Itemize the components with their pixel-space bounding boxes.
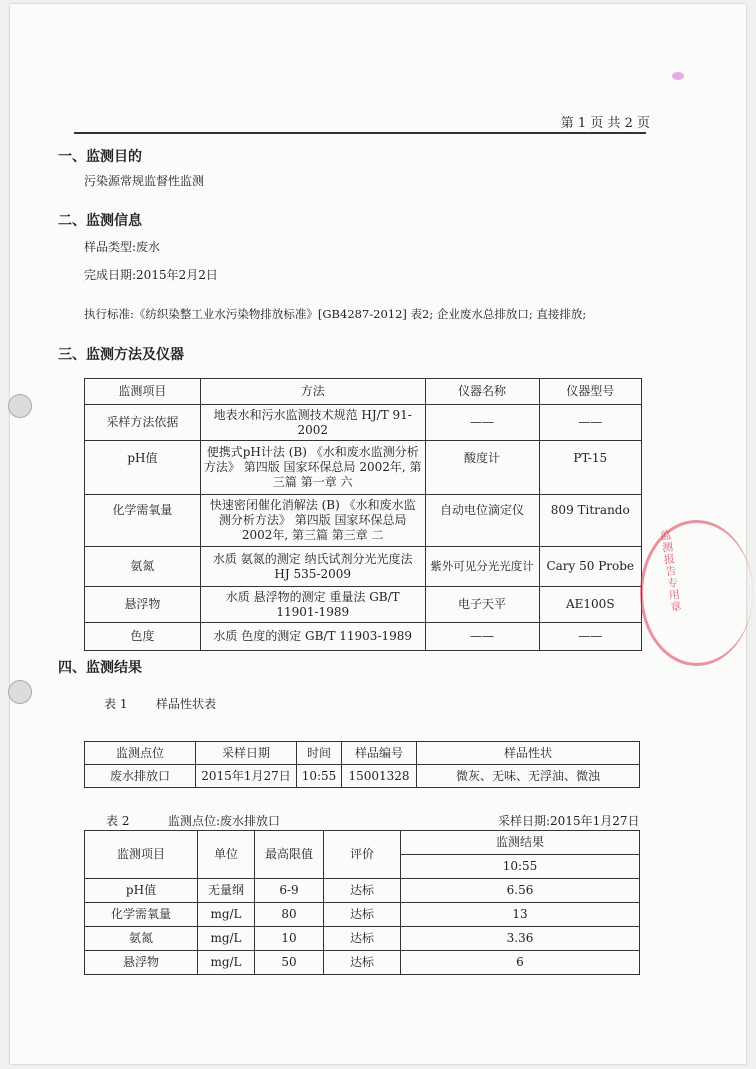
table-row [85,623,642,651]
sample-type: 样品类型:废水 [84,240,161,254]
table-row [85,495,642,547]
cell-item: 色度 [85,623,201,651]
time-header: 10:55 [401,855,640,879]
col-header: 时间 [297,742,342,765]
cell-sample-id: 15001328 [342,765,417,788]
cell-item: pH值 [85,441,201,495]
cell-unit: mg/L [198,903,255,927]
section-title-info: 二、监测信息 [58,213,142,229]
header-rule [74,132,646,134]
cell-limit: 10 [255,927,324,951]
cell-model: —— [539,405,641,441]
col-header: 样品性状 [417,742,640,765]
table2-sample-date: 采样日期:2015年1月27日 [498,814,640,828]
cell-model: 809 Titrando [539,495,641,547]
section-title-methods: 三、监测方法及仪器 [58,347,184,363]
cell-evaluation: 达标 [324,879,401,903]
execution-standard: 执行标准:《纺织染整工业水污染物排放标准》[GB4287-2012] 表2; 企业废水总排放口; 直接排放; [84,307,587,321]
table-row [85,951,640,975]
col-header: 单位 [198,831,255,879]
col-header: 监测点位 [85,742,196,765]
col-header: 监测项目 [85,831,198,879]
cell-instrument: 酸度计 [425,441,539,495]
col-header: 评价 [324,831,401,879]
table2-caption: 监测点位:废水排放口 [168,814,281,828]
cell-limit: 80 [255,903,324,927]
cell-instrument: —— [425,405,539,441]
table1-caption: 样品性状表 [156,697,217,711]
cell-unit: 无量纲 [198,879,255,903]
col-header: 最高限值 [255,831,324,879]
cell-method: 水质 氨氮的测定 纳氏试剂分光光度法 HJ 535-2009 [200,547,425,587]
sample-properties-table [84,741,640,788]
cell-result: 3.36 [401,927,640,951]
punch-hole [8,394,32,418]
cell-instrument: 紫外可见分光光度计 [425,547,539,587]
cell-item: 采样方法依据 [85,405,201,441]
table-row [85,903,640,927]
ink-blot [672,72,684,80]
cell-instrument: 电子天平 [425,587,539,623]
table-row [85,587,642,623]
cell-item: 悬浮物 [85,587,201,623]
table-row [85,441,642,495]
cell-item: 氨氮 [85,547,201,587]
cell-result: 13 [401,903,640,927]
table-row [85,765,640,788]
table-row [85,547,642,587]
cell-result: 6.56 [401,879,640,903]
cell-method: 水质 悬浮物的测定 重量法 GB/T 11901-1989 [200,587,425,623]
cell-properties: 微灰、无味、无浮油、微浊 [417,765,640,788]
col-header: 样品编号 [342,742,417,765]
col-header: 监测项目 [85,379,201,405]
cell-evaluation: 达标 [324,927,401,951]
cell-item: 氨氮 [85,927,198,951]
page-number: 第 1 页 共 2 页 [560,116,650,131]
purpose-text: 污染源常规监督性监测 [84,174,205,188]
col-header: 监测结果 [401,831,640,855]
punch-hole [8,680,32,704]
cell-item: 化学需氧量 [85,903,198,927]
seal-text: 监测报告专用章 [658,528,683,614]
cell-limit: 6-9 [255,879,324,903]
cell-item: pH值 [85,879,198,903]
cell-item: 悬浮物 [85,951,198,975]
col-header: 采样日期 [196,742,297,765]
cell-evaluation: 达标 [324,903,401,927]
table-row [85,405,642,441]
section-title-results: 四、监测结果 [58,660,142,676]
cell-unit: mg/L [198,951,255,975]
table-row [85,927,640,951]
cell-instrument: —— [425,623,539,651]
col-header: 方法 [200,379,425,405]
cell-item: 化学需氧量 [85,495,201,547]
cell-model: —— [539,623,641,651]
cell-date: 2015年1月27日 [196,765,297,788]
completion-date: 完成日期:2015年2月2日 [84,268,218,282]
cell-method: 快速密闭催化消解法 (B) 《水和废水监测分析方法》 第四版 国家环保总局 2002年, 第三篇 第三章 二 [200,495,425,547]
cell-method: 地表水和污水监测技术规范 HJ/T 91-2002 [200,405,425,441]
cell-model: AE100S [539,587,641,623]
col-header: 仪器型号 [539,379,641,405]
cell-limit: 50 [255,951,324,975]
cell-instrument: 自动电位滴定仪 [425,495,539,547]
results-table [84,830,640,975]
cell-unit: mg/L [198,927,255,951]
cell-method: 便携式pH计法 (B) 《水和废水监测分析方法》 第四版 国家环保总局 2002年, 第三篇 第一章 六 [200,441,425,495]
cell-time: 10:55 [297,765,342,788]
methods-table [84,378,642,651]
cell-model: PT-15 [539,441,641,495]
table1-number: 表 1 [104,697,128,711]
cell-evaluation: 达标 [324,951,401,975]
table2-number: 表 2 [106,814,130,828]
cell-location: 废水排放口 [85,765,196,788]
table-row [85,879,640,903]
cell-result: 6 [401,951,640,975]
col-header: 仪器名称 [425,379,539,405]
cell-model: Cary 50 Probe [539,547,641,587]
cell-method: 水质 色度的测定 GB/T 11903-1989 [200,623,425,651]
section-title-purpose: 一、监测目的 [58,149,142,165]
